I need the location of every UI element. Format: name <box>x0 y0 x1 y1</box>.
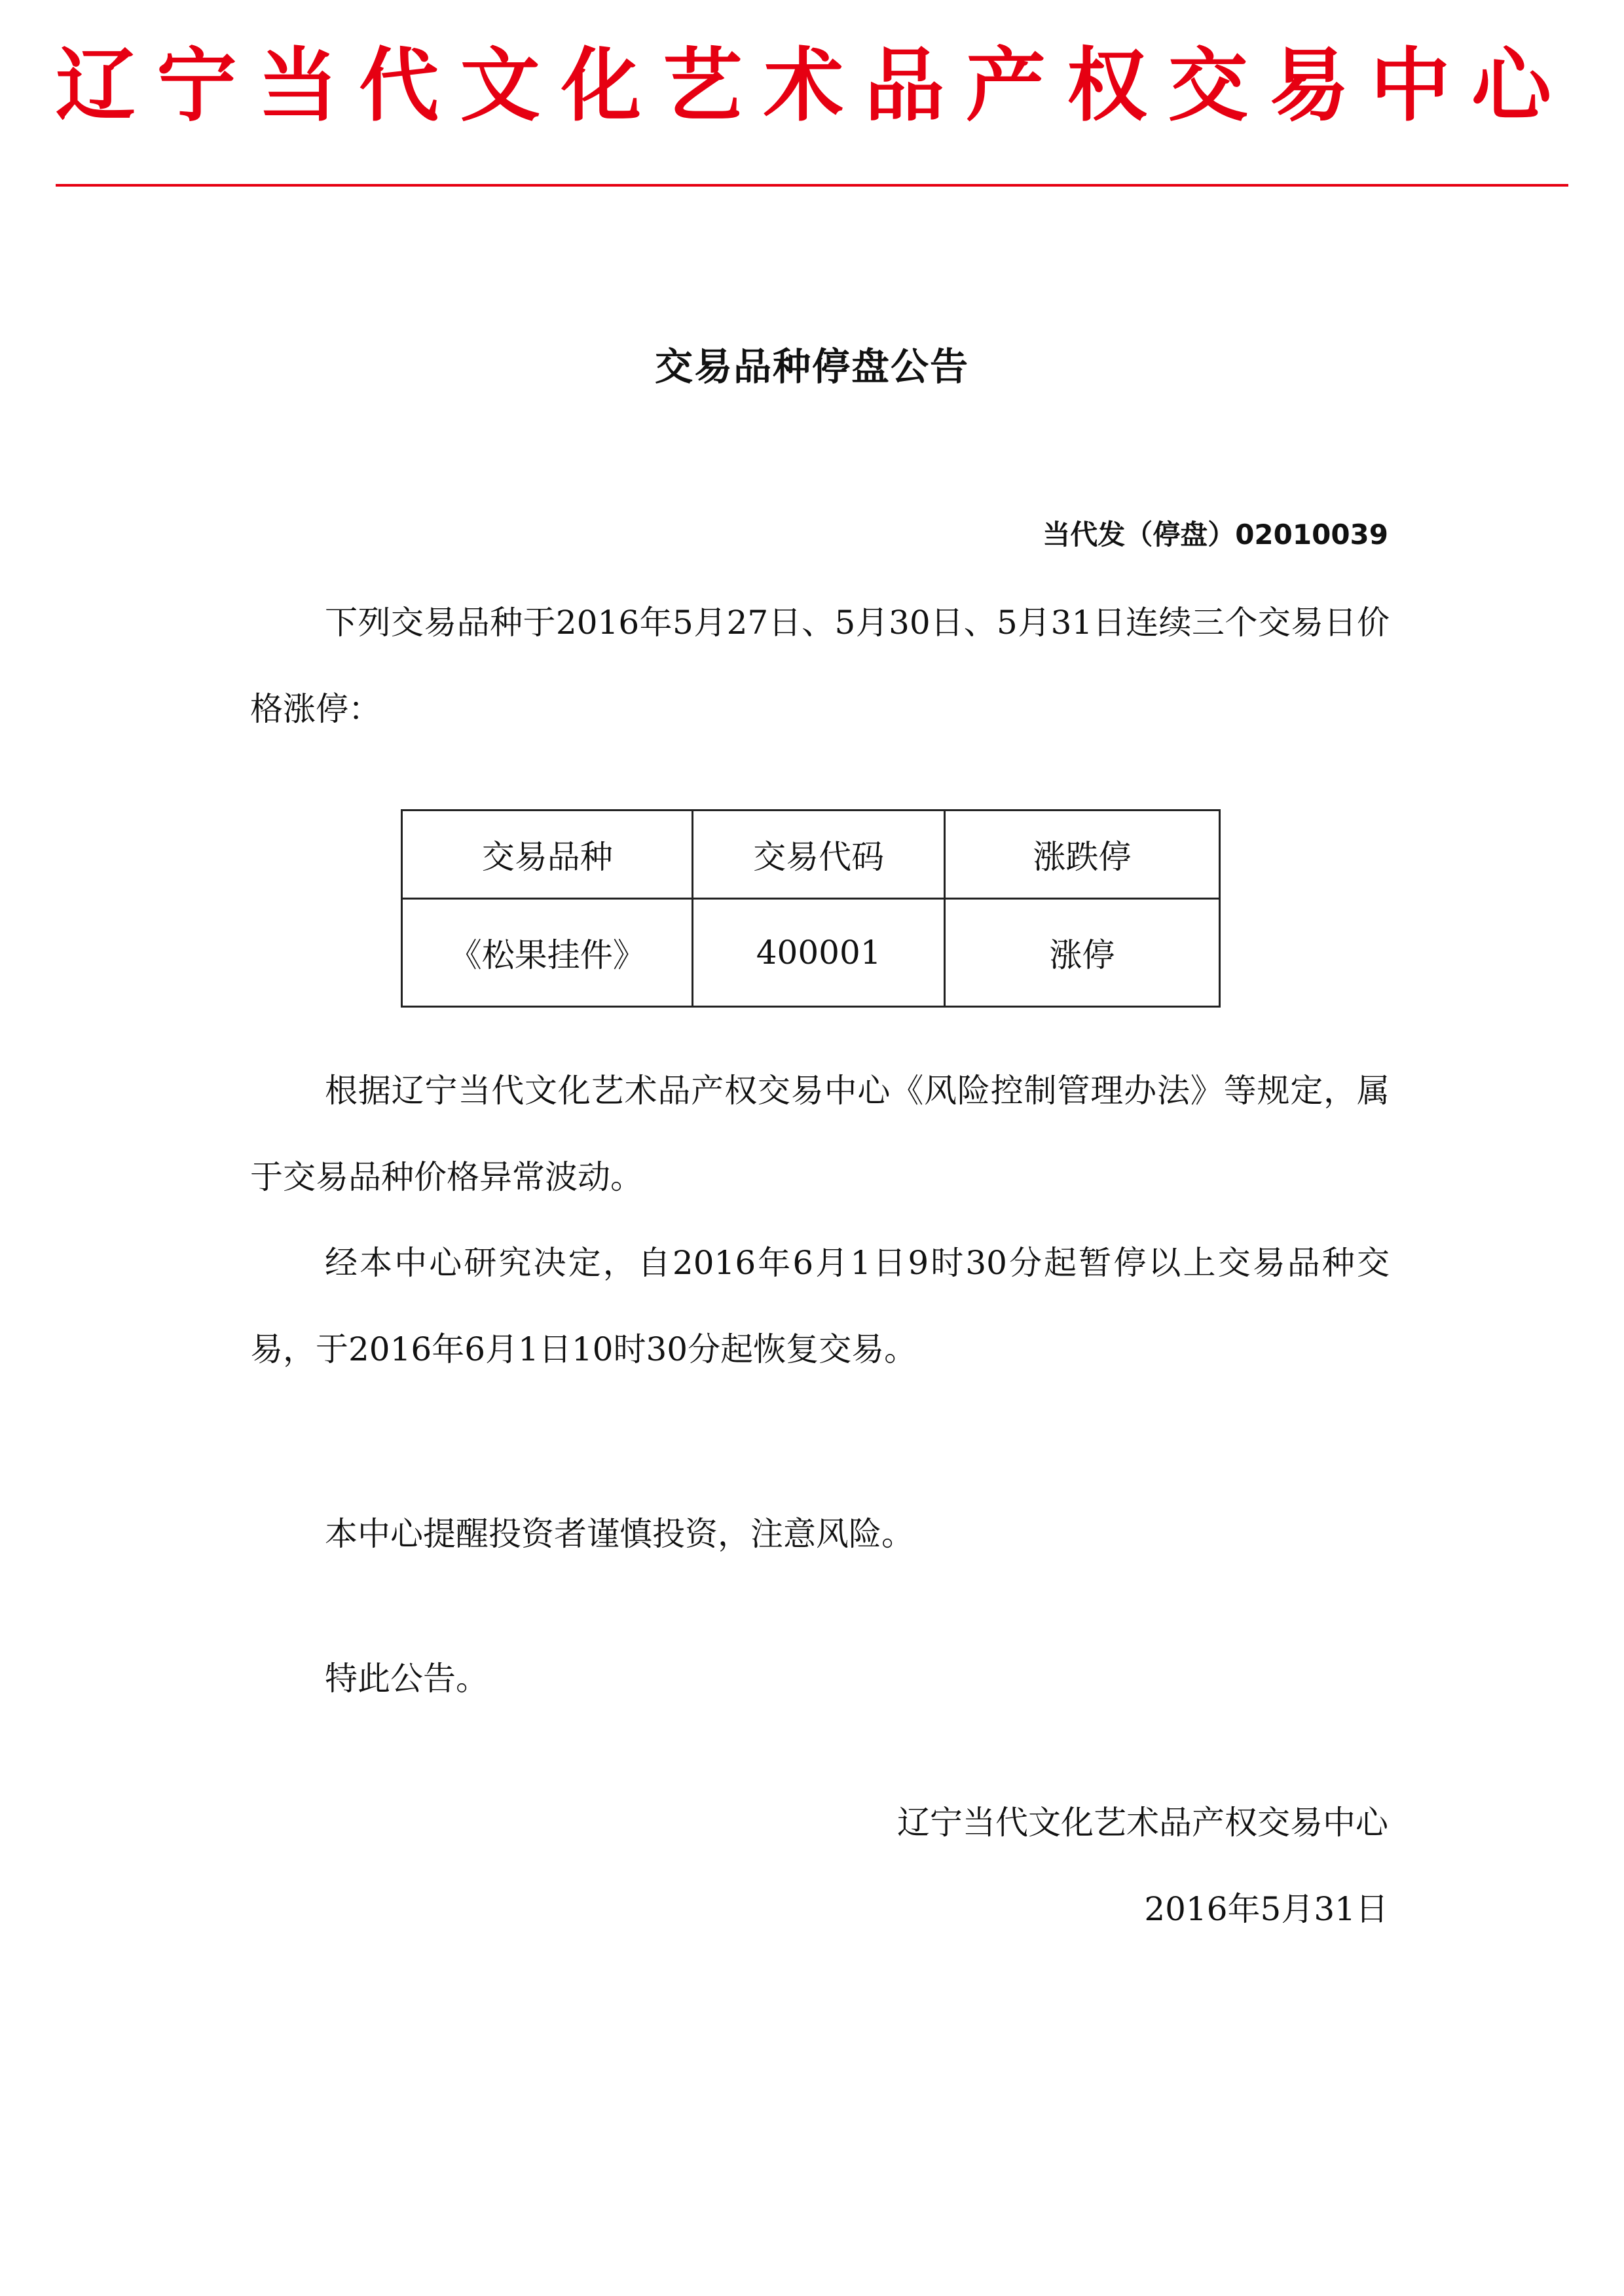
table-cell-item-name: 《松果挂件》 <box>402 899 693 1007</box>
paragraph-closing: 特此公告。 <box>325 1660 489 1698</box>
table-header-row <box>402 811 1220 899</box>
paragraph-reminder: 本中心提醒投资者谨慎投资，注意风险。 <box>325 1515 914 1553</box>
signature-organization: 辽宁当代文化艺术品产权交易中心 <box>897 1804 1388 1842</box>
letterhead-title: 辽宁当代文化艺术品产权交易中心 <box>56 38 1568 132</box>
letterhead-red-rule <box>56 184 1568 187</box>
table-header-cell: 交易代码 <box>693 811 944 899</box>
paragraph-intro: 下列交易品种于2016年5月27日、5月30日、5月31日连续三个交易日价格涨停： <box>250 604 1390 728</box>
signature-date: 2016年5月31日 <box>1144 1890 1388 1928</box>
table-cell-limit-status: 涨停 <box>944 899 1219 1007</box>
document-title: 交易品种停盘公告 <box>654 344 969 389</box>
table-header-cell: 涨跌停 <box>944 811 1219 899</box>
table-cell-item-code: 400001 <box>693 899 944 1007</box>
table-row <box>402 899 1220 1007</box>
paragraph-decision: 经本中心研究决定，自2016年6月1日9时30分起暂停以上交易品种交易，于2016年6月1日10时30分起恢复交易。 <box>250 1244 1390 1368</box>
suspension-table <box>401 809 1221 1008</box>
paragraph-basis: 根据辽宁当代文化艺术品产权交易中心《风险控制管理办法》等规定，属于交易品种价格异常波动。 <box>250 1072 1390 1196</box>
document-number: 当代发（停盘）02010039 <box>1043 519 1388 551</box>
table-header-cell: 交易品种 <box>402 811 693 899</box>
